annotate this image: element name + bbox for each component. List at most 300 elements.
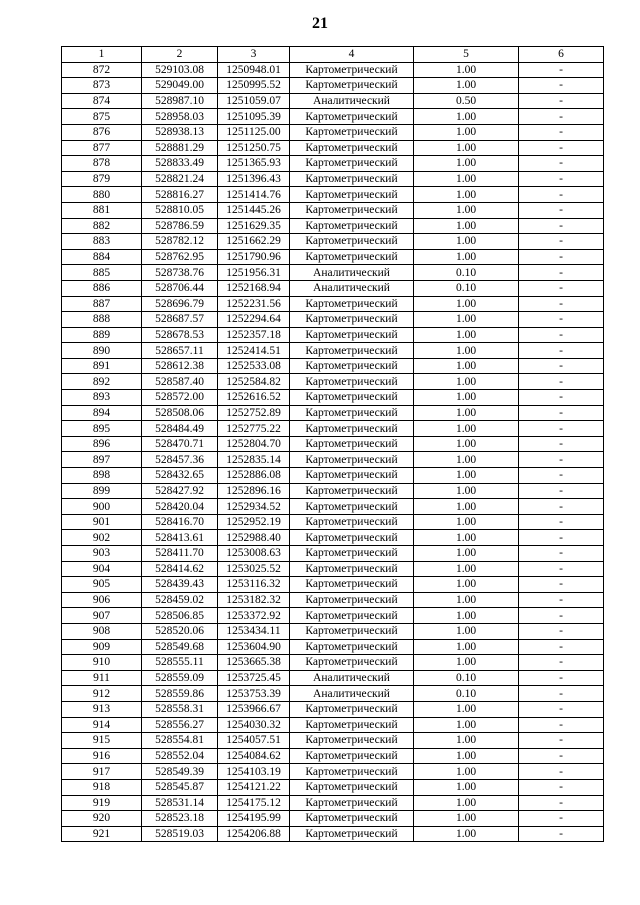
accuracy-cell: 1.00 [414,234,519,250]
note-cell: - [519,623,604,639]
note-cell: - [519,234,604,250]
note-cell: - [519,701,604,717]
note-cell: - [519,655,604,671]
note-cell: - [519,686,604,702]
note-cell: - [519,779,604,795]
method-cell: Картометрический [290,639,414,655]
x-coordinate-cell: 528523.18 [142,811,218,827]
method-cell: Картометрический [290,202,414,218]
note-cell: - [519,592,604,608]
y-coordinate-cell: 1254084.62 [218,748,290,764]
table-row [62,499,604,515]
table-body [62,62,604,842]
point-number-cell: 873 [62,78,142,94]
x-coordinate-cell: 528657.11 [142,343,218,359]
x-coordinate-cell: 528439.43 [142,577,218,593]
note-cell: - [519,639,604,655]
table-row [62,483,604,499]
accuracy-cell: 1.00 [414,249,519,265]
accuracy-cell: 1.00 [414,561,519,577]
method-cell: Картометрический [290,312,414,328]
method-cell: Картометрический [290,171,414,187]
accuracy-cell: 1.00 [414,639,519,655]
y-coordinate-cell: 1252414.51 [218,343,290,359]
accuracy-cell: 1.00 [414,343,519,359]
method-cell: Картометрический [290,327,414,343]
point-number-cell: 919 [62,795,142,811]
accuracy-cell: 1.00 [414,779,519,795]
note-cell: - [519,93,604,109]
y-coordinate-cell: 1252616.52 [218,390,290,406]
header-row [62,47,604,63]
point-number-cell: 898 [62,468,142,484]
method-cell: Картометрический [290,748,414,764]
method-cell: Картометрический [290,530,414,546]
method-cell: Картометрический [290,374,414,390]
y-coordinate-cell: 1252168.94 [218,280,290,296]
table-row [62,546,604,562]
note-cell: - [519,795,604,811]
method-cell: Картометрический [290,811,414,827]
accuracy-cell: 1.00 [414,296,519,312]
point-number-cell: 889 [62,327,142,343]
point-number-cell: 902 [62,530,142,546]
y-coordinate-cell: 1251790.96 [218,249,290,265]
x-coordinate-cell: 528821.24 [142,171,218,187]
method-cell: Картометрический [290,109,414,125]
accuracy-cell: 1.00 [414,608,519,624]
note-cell: - [519,171,604,187]
x-coordinate-cell: 528687.57 [142,312,218,328]
x-coordinate-cell: 528414.62 [142,561,218,577]
accuracy-cell: 0.50 [414,93,519,109]
y-coordinate-cell: 1251365.93 [218,156,290,172]
accuracy-cell: 1.00 [414,140,519,156]
y-coordinate-cell: 1252934.52 [218,499,290,515]
method-cell: Картометрический [290,717,414,733]
note-cell: - [519,514,604,530]
y-coordinate-cell: 1252231.56 [218,296,290,312]
table-row [62,452,604,468]
table-row [62,436,604,452]
point-number-cell: 885 [62,265,142,281]
x-coordinate-cell: 528678.53 [142,327,218,343]
y-coordinate-cell: 1251956.31 [218,265,290,281]
x-coordinate-cell: 528457.36 [142,452,218,468]
page-number: 21 [312,15,328,32]
y-coordinate-cell: 1251662.29 [218,234,290,250]
point-number-cell: 880 [62,187,142,203]
accuracy-cell: 1.00 [414,468,519,484]
table-row [62,764,604,780]
method-cell: Картометрический [290,140,414,156]
method-cell: Аналитический [290,280,414,296]
point-number-cell: 901 [62,514,142,530]
accuracy-cell: 1.00 [414,764,519,780]
accuracy-cell: 1.00 [414,405,519,421]
note-cell: - [519,187,604,203]
y-coordinate-cell: 1252886.08 [218,468,290,484]
table-row [62,171,604,187]
note-cell: - [519,156,604,172]
y-coordinate-cell: 1253604.90 [218,639,290,655]
table-row [62,109,604,125]
method-cell: Картометрический [290,764,414,780]
method-cell: Картометрический [290,514,414,530]
point-number-cell: 897 [62,452,142,468]
y-coordinate-cell: 1252752.89 [218,405,290,421]
accuracy-cell: 1.00 [414,78,519,94]
point-number-cell: 876 [62,124,142,140]
point-number-cell: 906 [62,592,142,608]
table-row [62,811,604,827]
y-coordinate-cell: 1254121.22 [218,779,290,795]
x-coordinate-cell: 528958.03 [142,109,218,125]
note-cell: - [519,124,604,140]
point-number-cell: 916 [62,748,142,764]
accuracy-cell: 1.00 [414,483,519,499]
note-cell: - [519,140,604,156]
method-cell: Картометрический [290,608,414,624]
x-coordinate-cell: 528549.68 [142,639,218,655]
y-coordinate-cell: 1252357.18 [218,327,290,343]
table-row [62,717,604,733]
method-cell: Картометрический [290,296,414,312]
point-number-cell: 881 [62,202,142,218]
y-coordinate-cell: 1254206.88 [218,826,290,842]
note-cell: - [519,530,604,546]
method-cell: Картометрический [290,452,414,468]
table-row [62,156,604,172]
x-coordinate-cell: 528833.49 [142,156,218,172]
accuracy-cell: 1.00 [414,748,519,764]
table-row [62,358,604,374]
table-row [62,577,604,593]
accuracy-cell: 0.10 [414,670,519,686]
method-cell: Аналитический [290,93,414,109]
point-number-cell: 888 [62,312,142,328]
table-row [62,249,604,265]
y-coordinate-cell: 1254195.99 [218,811,290,827]
method-cell: Картометрический [290,187,414,203]
accuracy-cell: 1.00 [414,546,519,562]
accuracy-cell: 1.00 [414,733,519,749]
note-cell: - [519,670,604,686]
accuracy-cell: 1.00 [414,124,519,140]
point-number-cell: 905 [62,577,142,593]
x-coordinate-cell: 528470.71 [142,436,218,452]
accuracy-cell: 1.00 [414,717,519,733]
note-cell: - [519,374,604,390]
point-number-cell: 892 [62,374,142,390]
table-row [62,670,604,686]
accuracy-cell: 1.00 [414,156,519,172]
x-coordinate-cell: 528545.87 [142,779,218,795]
note-cell: - [519,62,604,78]
point-number-cell: 894 [62,405,142,421]
note-cell: - [519,499,604,515]
y-coordinate-cell: 1253725.45 [218,670,290,686]
point-number-cell: 911 [62,670,142,686]
method-cell: Картометрический [290,156,414,172]
note-cell: - [519,452,604,468]
table-row [62,218,604,234]
accuracy-cell: 1.00 [414,218,519,234]
y-coordinate-cell: 1253665.38 [218,655,290,671]
note-cell: - [519,265,604,281]
note-cell: - [519,280,604,296]
note-cell: - [519,249,604,265]
table-row [62,343,604,359]
note-cell: - [519,577,604,593]
accuracy-cell: 1.00 [414,202,519,218]
accuracy-cell: 1.00 [414,514,519,530]
method-cell: Картометрический [290,733,414,749]
column-header: 2 [142,47,218,63]
y-coordinate-cell: 1252804.70 [218,436,290,452]
method-cell: Картометрический [290,124,414,140]
accuracy-cell: 1.00 [414,623,519,639]
note-cell: - [519,327,604,343]
accuracy-cell: 1.00 [414,171,519,187]
point-number-cell: 918 [62,779,142,795]
x-coordinate-cell: 528555.11 [142,655,218,671]
point-number-cell: 904 [62,561,142,577]
y-coordinate-cell: 1254057.51 [218,733,290,749]
y-coordinate-cell: 1251095.39 [218,109,290,125]
x-coordinate-cell: 528738.76 [142,265,218,281]
note-cell: - [519,733,604,749]
accuracy-cell: 1.00 [414,109,519,125]
x-coordinate-cell: 528508.06 [142,405,218,421]
y-coordinate-cell: 1251414.76 [218,187,290,203]
method-cell: Аналитический [290,265,414,281]
table-row [62,655,604,671]
point-number-cell: 887 [62,296,142,312]
x-coordinate-cell: 528554.81 [142,733,218,749]
table-row [62,779,604,795]
point-number-cell: 884 [62,249,142,265]
table-header [62,47,604,63]
note-cell: - [519,811,604,827]
accuracy-cell: 1.00 [414,452,519,468]
accuracy-cell: 1.00 [414,592,519,608]
y-coordinate-cell: 1251396.43 [218,171,290,187]
point-number-cell: 900 [62,499,142,515]
accuracy-cell: 1.00 [414,499,519,515]
y-coordinate-cell: 1251445.26 [218,202,290,218]
x-coordinate-cell: 528587.40 [142,374,218,390]
method-cell: Картометрический [290,592,414,608]
x-coordinate-cell: 528411.70 [142,546,218,562]
x-coordinate-cell: 528612.38 [142,358,218,374]
table-row [62,561,604,577]
table-row [62,124,604,140]
x-coordinate-cell: 528519.03 [142,826,218,842]
x-coordinate-cell: 528572.00 [142,390,218,406]
accuracy-cell: 1.00 [414,390,519,406]
point-number-cell: 914 [62,717,142,733]
method-cell: Картометрический [290,623,414,639]
x-coordinate-cell: 528427.92 [142,483,218,499]
accuracy-cell: 0.10 [414,265,519,281]
accuracy-cell: 1.00 [414,374,519,390]
coordinates-table [61,46,604,842]
point-number-cell: 899 [62,483,142,499]
y-coordinate-cell: 1252584.82 [218,374,290,390]
column-header: 1 [62,47,142,63]
table-row [62,795,604,811]
point-number-cell: 874 [62,93,142,109]
table-row [62,374,604,390]
y-coordinate-cell: 1252988.40 [218,530,290,546]
accuracy-cell: 1.00 [414,701,519,717]
method-cell: Картометрический [290,826,414,842]
y-coordinate-cell: 1253008.63 [218,546,290,562]
accuracy-cell: 1.00 [414,826,519,842]
table-row [62,405,604,421]
table-row [62,514,604,530]
method-cell: Картометрический [290,655,414,671]
y-coordinate-cell: 1250995.52 [218,78,290,94]
table-row [62,390,604,406]
table-row [62,202,604,218]
y-coordinate-cell: 1253372.92 [218,608,290,624]
accuracy-cell: 1.00 [414,187,519,203]
table-row [62,733,604,749]
point-number-cell: 875 [62,109,142,125]
method-cell: Аналитический [290,670,414,686]
accuracy-cell: 0.10 [414,280,519,296]
method-cell: Картометрический [290,358,414,374]
method-cell: Картометрический [290,779,414,795]
y-coordinate-cell: 1254030.32 [218,717,290,733]
table-row [62,62,604,78]
method-cell: Картометрический [290,483,414,499]
point-number-cell: 878 [62,156,142,172]
point-number-cell: 909 [62,639,142,655]
table-row [62,826,604,842]
table-row [62,748,604,764]
point-number-cell: 877 [62,140,142,156]
y-coordinate-cell: 1252775.22 [218,421,290,437]
x-coordinate-cell: 528696.79 [142,296,218,312]
point-number-cell: 895 [62,421,142,437]
note-cell: - [519,109,604,125]
point-number-cell: 908 [62,623,142,639]
y-coordinate-cell: 1250948.01 [218,62,290,78]
table-row [62,312,604,328]
point-number-cell: 886 [62,280,142,296]
note-cell: - [519,218,604,234]
point-number-cell: 920 [62,811,142,827]
column-header: 6 [519,47,604,63]
y-coordinate-cell: 1252533.08 [218,358,290,374]
method-cell: Картометрический [290,249,414,265]
x-coordinate-cell: 528459.02 [142,592,218,608]
point-number-cell: 879 [62,171,142,187]
x-coordinate-cell: 528762.95 [142,249,218,265]
method-cell: Картометрический [290,405,414,421]
accuracy-cell: 0.10 [414,686,519,702]
table-row [62,78,604,94]
y-coordinate-cell: 1252952.19 [218,514,290,530]
x-coordinate-cell: 528520.06 [142,623,218,639]
y-coordinate-cell: 1252294.64 [218,312,290,328]
method-cell: Картометрический [290,234,414,250]
note-cell: - [519,468,604,484]
accuracy-cell: 1.00 [414,312,519,328]
note-cell: - [519,561,604,577]
table-row [62,187,604,203]
point-number-cell: 912 [62,686,142,702]
y-coordinate-cell: 1254175.12 [218,795,290,811]
x-coordinate-cell: 528552.04 [142,748,218,764]
note-cell: - [519,717,604,733]
x-coordinate-cell: 528810.05 [142,202,218,218]
y-coordinate-cell: 1254103.19 [218,764,290,780]
x-coordinate-cell: 528556.27 [142,717,218,733]
method-cell: Картометрический [290,78,414,94]
table-row [62,421,604,437]
method-cell: Картометрический [290,795,414,811]
x-coordinate-cell: 528706.44 [142,280,218,296]
point-number-cell: 882 [62,218,142,234]
accuracy-cell: 1.00 [414,795,519,811]
y-coordinate-cell: 1251059.07 [218,93,290,109]
note-cell: - [519,826,604,842]
point-number-cell: 917 [62,764,142,780]
note-cell: - [519,296,604,312]
column-header: 3 [218,47,290,63]
table-row [62,280,604,296]
accuracy-cell: 1.00 [414,327,519,343]
note-cell: - [519,764,604,780]
method-cell: Картометрический [290,577,414,593]
note-cell: - [519,202,604,218]
y-coordinate-cell: 1252896.16 [218,483,290,499]
table-row [62,93,604,109]
y-coordinate-cell: 1251250.75 [218,140,290,156]
x-coordinate-cell: 528987.10 [142,93,218,109]
note-cell: - [519,390,604,406]
x-coordinate-cell: 528938.13 [142,124,218,140]
x-coordinate-cell: 528816.27 [142,187,218,203]
accuracy-cell: 1.00 [414,421,519,437]
x-coordinate-cell: 528420.04 [142,499,218,515]
table-row [62,234,604,250]
table-row [62,623,604,639]
method-cell: Картометрический [290,62,414,78]
table-row [62,296,604,312]
x-coordinate-cell: 528416.70 [142,514,218,530]
accuracy-cell: 1.00 [414,62,519,78]
x-coordinate-cell: 528786.59 [142,218,218,234]
point-number-cell: 910 [62,655,142,671]
x-coordinate-cell: 529049.00 [142,78,218,94]
x-coordinate-cell: 528432.65 [142,468,218,484]
x-coordinate-cell: 528549.39 [142,764,218,780]
y-coordinate-cell: 1253182.32 [218,592,290,608]
point-number-cell: 915 [62,733,142,749]
note-cell: - [519,483,604,499]
table-row [62,265,604,281]
table-row [62,686,604,702]
y-coordinate-cell: 1253025.52 [218,561,290,577]
note-cell: - [519,358,604,374]
table-row [62,592,604,608]
y-coordinate-cell: 1253116.32 [218,577,290,593]
